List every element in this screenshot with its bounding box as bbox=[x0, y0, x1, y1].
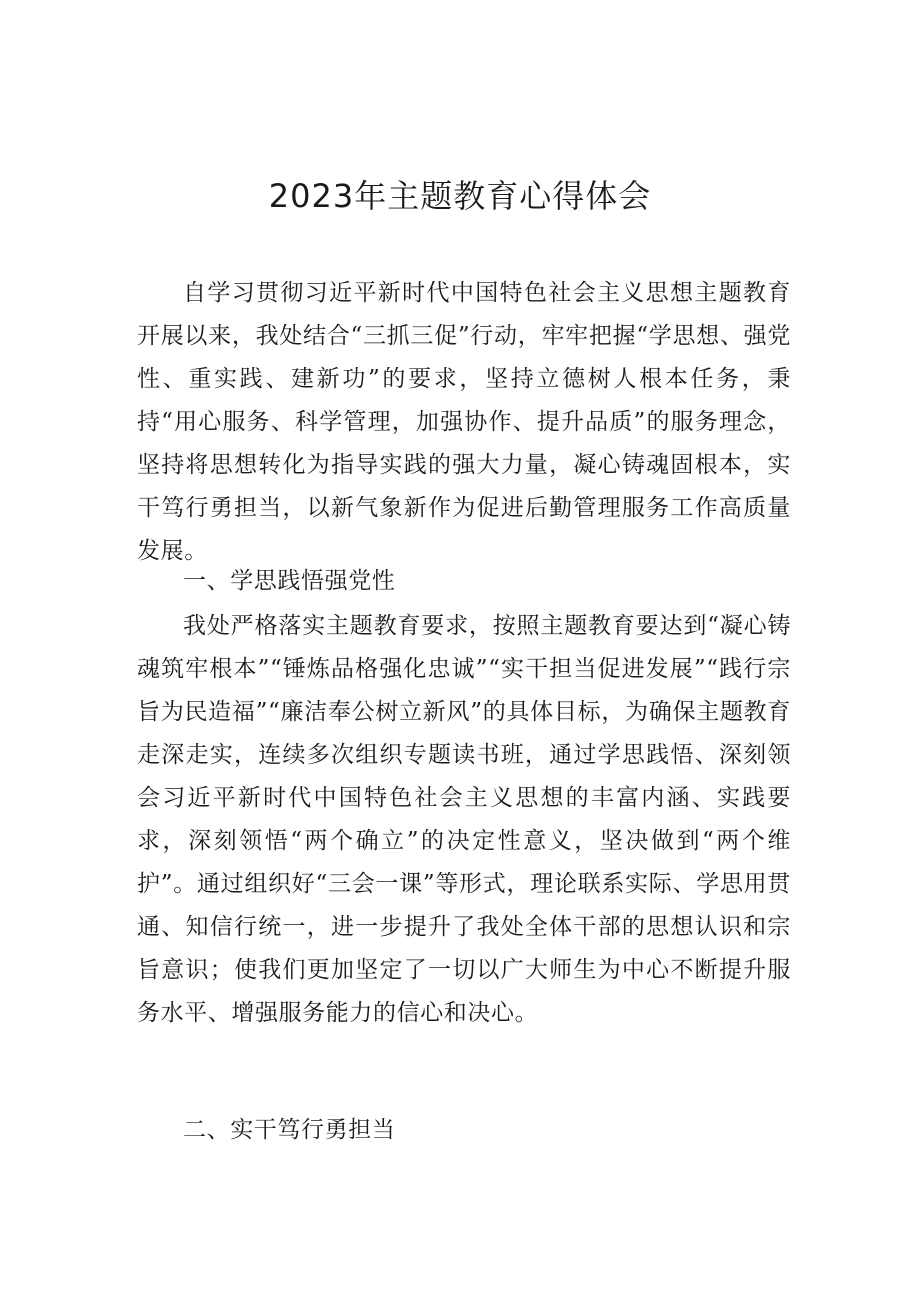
intro-paragraph: 自学习贯彻习近平新时代中国特色社会主义思想主题教育开展以来，我处结合“三抓三促”行动，牢牢把握“学思想、强党性、重实践、建新功”的要求，坚持立德树人根本任务，秉持“用心服务、科学管理，加强协作、提升品质”的服务理念，坚持将思想转化为指导实践的强大力量，凝心铸魂固根本，实干笃行勇担当，以新气象新作为促进后勤管理服务工作高质量发展。 bbox=[137, 280, 791, 564]
document-title: 2023年主题教育心得体会 bbox=[268, 177, 652, 215]
section-1-paragraph-block bbox=[137, 605, 791, 1035]
section-1-paragraph: 我处严格落实主题教育要求，按照主题教育要达到“凝心铸魂筑牢根本”“锤炼品格强化忠诚”“实干担当促进发展”“践行宗旨为民造福”“廉洁奉公树立新风”的具体目标，为确保主题教育走深走实，连续多次组织专题读书班，通过学思践悟、深刻领会习近平新时代中国特色社会主义思想的丰富内涵、实践要求，深刻领悟“两个确立”的决定性意义，坚决做到“两个维护”。通过组织好“三会一课”等形式，理论联系实际、学思用贯通、知信行统一，进一步提升了我处全体干部的思想认识和宗旨意识；使我们更加坚定了一切以广大师生为中心不断提升服务水平、增强服务能力的信心和决心。 bbox=[137, 613, 791, 1026]
section-heading-1: 一、学思践悟强党性 bbox=[183, 568, 396, 594]
intro-paragraph-block bbox=[137, 272, 791, 573]
section-heading-2: 二、实干笃行勇担当 bbox=[183, 1117, 396, 1143]
